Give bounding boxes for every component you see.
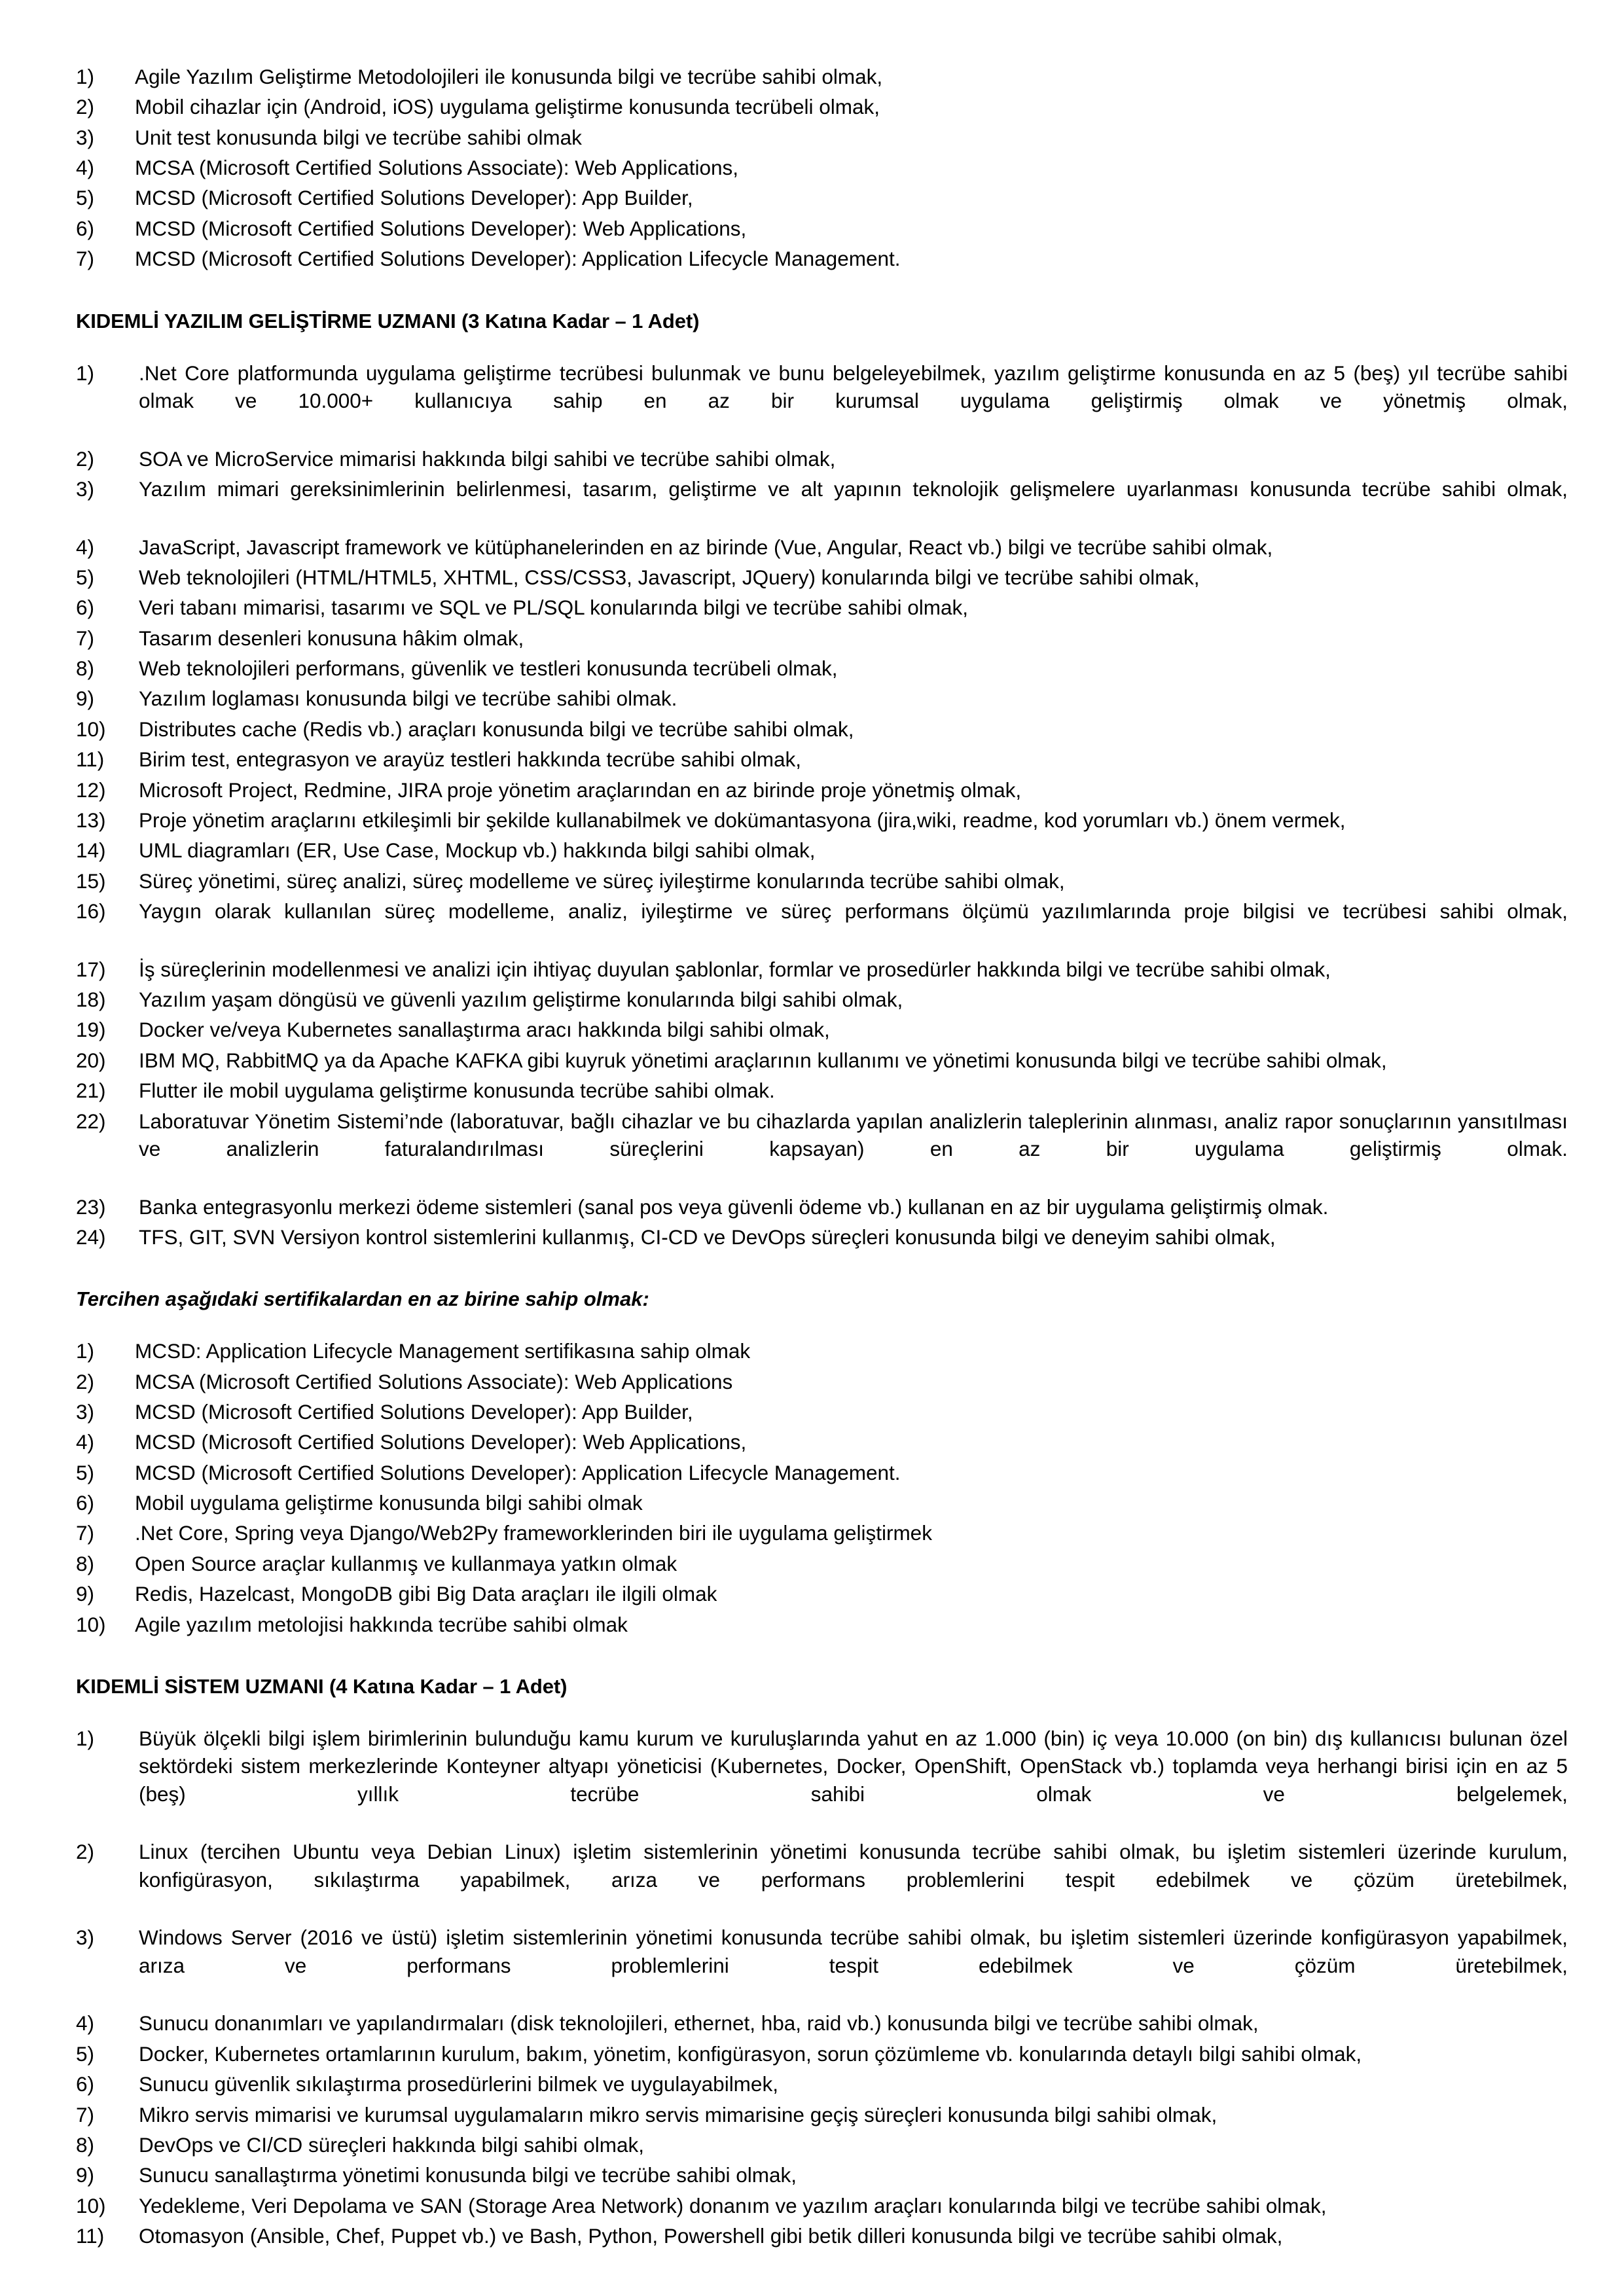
list-marker: 15): [76, 869, 106, 893]
list-item: [76, 1550, 1568, 1577]
list-marker: 7): [76, 2102, 95, 2126]
list-item-text: MCSD (Microsoft Certified Solutions Developer): App Builder,: [135, 1400, 693, 1424]
list-item: [76, 745, 1568, 773]
list-item-text: MCSD (Microsoft Certified Solutions Developer): Web Applications,: [135, 216, 747, 240]
list-marker: 4): [76, 1430, 95, 1454]
list-marker: 5): [76, 186, 95, 210]
list-item: [76, 1016, 1568, 1043]
list-item: [76, 1519, 1568, 1547]
list-item: [76, 2070, 1568, 2098]
list-item-text: Linux (tercihen Ubuntu veya Debian Linux) işletim sistemlerinin yönetimi konusunda tecrübe sahibi olmak, bu işletim sistemleri üzerinde kurulum, konfigürasyon, sıkılaştırma yapabilmek, arıza ve performans problemlerini tespit edebilmek ve çözüm üretebilmek,: [139, 1840, 1568, 1892]
list-marker: 9): [76, 687, 95, 711]
list-marker: 1): [76, 65, 95, 88]
list-item: [76, 184, 1568, 211]
list-item: [76, 154, 1568, 181]
list-item-text: Süreç yönetimi, süreç analizi, süreç modelleme ve süreç iyileştirme konularında tecrübe sahibi olmak,: [139, 869, 1065, 893]
list-marker: 19): [76, 1018, 106, 1042]
subheading-preferred-certificates: Tercihen aşağıdaki sertifikalardan en az birine sahip olmak:: [76, 1287, 649, 1311]
list-marker: 24): [76, 1225, 106, 1249]
list-marker: 6): [76, 596, 95, 620]
list-item: [76, 1725, 1568, 1835]
list-marker: 7): [76, 247, 95, 271]
list-item: [76, 1107, 1568, 1191]
list-item: [76, 93, 1568, 120]
list-item: [76, 533, 1568, 561]
list-item-text: DevOps ve CI/CD süreçleri hakkında bilgi sahibi olmak,: [139, 2132, 645, 2157]
list-marker: 3): [76, 125, 95, 149]
list-item: [76, 685, 1568, 712]
list-marker: 2): [76, 1369, 95, 1393]
list-item: [76, 1459, 1568, 1486]
list-item-text: Sunucu güvenlik sıkılaştırma prosedürlerini bilmek ve uygulayabilmek,: [139, 2072, 778, 2096]
list-item-text: JavaScript, Javascript framework ve kütüphanelerinden en az birinde (Vue, Angular, React vb.) bilgi ve tecrübe sahibi olmak,: [139, 535, 1273, 559]
list-marker: 2): [76, 95, 95, 119]
list-marker: 8): [76, 656, 95, 681]
list-item: [76, 445, 1568, 473]
list-item-text: Yazılım mimari gereksinimlerinin belirlenmesi, tasarım, geliştirme ve alt yapının teknolojik gelişmelere uyarlanması konusunda tecrübe sahibi olmak,: [139, 476, 1568, 501]
list-item-text: Agile Yazılım Geliştirme Metodolojileri ile konusunda bilgi ve tecrübe sahibi olmak,: [135, 65, 883, 88]
list-item: [76, 475, 1568, 531]
list-item: [76, 2131, 1568, 2159]
list-marker: 4): [76, 156, 95, 180]
list-item-text: Unit test konusunda bilgi ve tecrübe sahibi olmak: [135, 125, 582, 149]
list-marker: 10): [76, 717, 106, 741]
section-heading-senior-developer: KIDEMLİ YAZILIM GELİŞTİRME UZMANI (3 Katına Kadar – 1 Adet): [76, 309, 700, 332]
list-item: [76, 1924, 1568, 2007]
list-item: [76, 1398, 1568, 1426]
list-marker: 5): [76, 565, 95, 590]
list-marker: 2): [76, 446, 95, 471]
list-marker: 10): [76, 2193, 106, 2217]
list-item: [76, 1580, 1568, 1607]
list-item: [76, 986, 1568, 1013]
list-marker: 21): [76, 1079, 106, 1103]
list-item-text: Redis, Hazelcast, MongoDB gibi Big Data araçları ile ilgili olmak: [135, 1582, 717, 1606]
list-marker: 7): [76, 1521, 95, 1545]
list-item-text: MCSA (Microsoft Certified Solutions Associate): Web Applications: [135, 1369, 733, 1393]
list-item: [76, 956, 1568, 983]
list-item-text: Banka entegrasyonlu merkezi ödeme sistemleri (sanal pos veya güvenli ödeme vb.) kullanan en az bir uygulama geliştirmiş olmak.: [139, 1194, 1329, 1219]
list-item-text: MCSD (Microsoft Certified Solutions Developer): Application Lifecycle Management.: [135, 247, 901, 271]
list-item: [76, 715, 1568, 743]
list-item-text: Distributes cache (Redis vb.) araçları konusunda bilgi ve tecrübe sahibi olmak,: [139, 717, 854, 741]
list-item-text: Proje yönetim araçlarını etkileşimli bir şekilde kullanabilmek ve dokümantasyona (jira,wiki, readme, kod yorumları vb.) önem vermek,: [139, 808, 1346, 832]
list-item: [76, 2040, 1568, 2068]
spacer: [76, 276, 1568, 310]
list-item-text: Web teknolojileri performans, güvenlik ve testleri konusunda tecrübeli olmak,: [139, 656, 838, 681]
intro-requirements-list: [76, 63, 1568, 273]
list-item-text: MCSD (Microsoft Certified Solutions Developer): Web Applications,: [135, 1430, 747, 1454]
list-marker: 8): [76, 1551, 95, 1575]
spacer: [76, 1311, 1568, 1337]
senior-developer-requirements-list: [76, 359, 1568, 1251]
list-marker: 12): [76, 778, 106, 802]
list-item-text: Sunucu donanımları ve yapılandırmaları (disk teknolojileri, ethernet, hba, raid vb.) konusunda bilgi ve tecrübe sahibi olmak,: [139, 2011, 1259, 2036]
list-item-text: Büyük ölçekli bilgi işlem birimlerinin bulunduğu kamu kurum ve kuruluşlarında yahut en az 1.000 (bin) iç veya 10.000 (on bin) dış kullanıcısı bulunan özel sektördeki sistem merkezlerinde Konteyner altyapı yöneticisi (Kubernetes, Docker, OpenShift, OpenStack vb.) toplamda veya herhangi birisi için en az 5 (beş) yıllık tecrübe sahibi olmak ve belgelemek,: [139, 1726, 1568, 1806]
list-marker: 9): [76, 2163, 95, 2187]
spacer: [76, 333, 1568, 359]
list-item: [76, 564, 1568, 591]
list-item-text: İş süreçlerinin modellenmesi ve analizi için ihtiyaç duyulan şablonlar, formlar ve prosedürler hakkında bilgi ve tecrübe sahibi olmak,: [139, 957, 1331, 981]
list-item: [76, 2101, 1568, 2128]
list-item-text: Otomasyon (Ansible, Chef, Puppet vb.) ve Bash, Python, Powershell gibi betik dilleri konusunda bilgi ve tecrübe sahibi olmak,: [139, 2224, 1283, 2248]
list-item-text: MCSD: Application Lifecycle Management sertifikasına sahip olmak: [135, 1339, 751, 1363]
list-marker: 20): [76, 1048, 106, 1072]
list-marker: 11): [76, 2224, 105, 2248]
list-marker: 6): [76, 1491, 95, 1515]
list-item-text: .Net Core platformunda uygulama geliştirme tecrübesi bulunmak ve bunu belgeleyebilmek, yazılım geliştirme konusunda en az 5 (beş) yıl tecrübe sahibi olmak ve 10.000+ kullanıcıya sahip en az bir kurumsal uygulama geliştirmiş olmak ve yönetmiş olmak,: [139, 361, 1568, 412]
list-marker: 1): [76, 1726, 95, 1750]
spacer: [76, 1641, 1568, 1675]
list-item-text: UML diagramları (ER, Use Case, Mockup vb.) hakkında bilgi sahibi olmak,: [139, 838, 816, 863]
list-item-text: Agile yazılım metolojisi hakkında tecrübe sahibi olmak: [135, 1612, 628, 1636]
list-item-text: Mobil cihazlar için (Android, iOS) uygulama geliştirme konusunda tecrübeli olmak,: [135, 95, 880, 119]
list-marker: 1): [76, 1339, 95, 1363]
list-item: [76, 1047, 1568, 1074]
list-item: [76, 124, 1568, 151]
senior-system-requirements-list: [76, 1725, 1568, 2250]
list-marker: 6): [76, 216, 95, 240]
list-item: [76, 594, 1568, 621]
list-item: [76, 806, 1568, 834]
list-item-text: .Net Core, Spring veya Django/Web2Py frameworklerinden biri ile uygulama geliştirmek: [135, 1521, 932, 1545]
list-marker: 18): [76, 988, 106, 1012]
list-item-text: Windows Server (2016 ve üstü) işletim sistemlerinin yönetimi konusunda tecrübe sahibi olmak, bu işletim sistemleri üzerinde konfigürasyon yapabilmek, arıza ve performans problemlerini tespit edebilmek ve çözüm üretebilmek,: [139, 1926, 1568, 1977]
list-marker: 1): [76, 361, 95, 385]
list-item-text: Yazılım yaşam döngüsü ve güvenli yazılım geliştirme konularında bilgi sahibi olmak,: [139, 988, 903, 1012]
list-item: [76, 245, 1568, 272]
list-item: [76, 1337, 1568, 1365]
list-item: [76, 1193, 1568, 1221]
list-marker: 14): [76, 838, 106, 863]
list-item: [76, 215, 1568, 242]
list-item-text: MCSA (Microsoft Certified Solutions Associate): Web Applications,: [135, 156, 739, 180]
list-item-text: Birim test, entegrasyon ve arayüz testleri hakkında tecrübe sahibi olmak,: [139, 747, 801, 772]
list-marker: 3): [76, 476, 95, 501]
list-marker: 10): [76, 1612, 106, 1636]
list-marker: 9): [76, 1582, 95, 1606]
list-marker: 5): [76, 1460, 95, 1484]
list-item-text: Yazılım loglaması konusunda bilgi ve tecrübe sahibi olmak.: [139, 687, 677, 711]
list-item: [76, 1223, 1568, 1251]
list-marker: 13): [76, 808, 106, 832]
list-item: [76, 1838, 1568, 1921]
list-marker: 8): [76, 2132, 95, 2157]
list-item-text: MCSD (Microsoft Certified Solutions Developer): App Builder,: [135, 186, 693, 210]
list-item: [76, 1077, 1568, 1104]
list-item: [76, 1611, 1568, 1638]
list-item: [76, 836, 1568, 864]
list-item: [76, 776, 1568, 804]
certificates-list: [76, 1337, 1568, 1638]
list-item-text: Open Source araçlar kullanmış ve kullanmaya yatkın olmak: [135, 1551, 677, 1575]
list-item-text: Veri tabanı mimarisi, tasarımı ve SQL ve PL/SQL konularında bilgi ve tecrübe sahibi olmak,: [139, 596, 968, 620]
list-item: [76, 2161, 1568, 2189]
list-item: [76, 1489, 1568, 1516]
list-item: [76, 63, 1568, 90]
list-marker: 23): [76, 1194, 106, 1219]
list-item-text: Docker ve/veya Kubernetes sanallaştırma aracı hakkında bilgi sahibi olmak,: [139, 1018, 830, 1042]
list-marker: 17): [76, 957, 106, 981]
list-item: [76, 2222, 1568, 2250]
list-item-text: Yedekleme, Veri Depolama ve SAN (Storage Area Network) donanım ve yazılım araçları konularında bilgi ve tecrübe sahibi olmak,: [139, 2193, 1327, 2217]
list-marker: 4): [76, 535, 95, 559]
list-item-text: Yaygın olarak kullanılan süreç modelleme, analiz, iyileştirme ve süreç performans ölçümü yazılımlarında proje bilgisi ve tecrübesi sahibi olmak,: [139, 899, 1568, 923]
list-item: [76, 1428, 1568, 1456]
list-item-text: MCSD (Microsoft Certified Solutions Developer): Application Lifecycle Management.: [135, 1460, 901, 1484]
list-item: [76, 897, 1568, 953]
list-item-text: Tasarım desenleri konusuna hâkim olmak,: [139, 626, 524, 650]
list-item: [76, 2009, 1568, 2037]
list-item: [76, 359, 1568, 442]
list-marker: 7): [76, 626, 95, 650]
list-item-text: Sunucu sanallaştırma yönetimi konusunda bilgi ve tecrübe sahibi olmak,: [139, 2163, 797, 2187]
list-marker: 11): [76, 747, 105, 772]
list-item-text: TFS, GIT, SVN Versiyon kontrol sistemlerini kullanmış, CI-CD ve DevOps süreçleri konusunda bilgi ve deneyim sahibi olmak,: [139, 1225, 1276, 1249]
list-marker: 6): [76, 2072, 95, 2096]
list-item: [76, 655, 1568, 682]
list-item-text: Microsoft Project, Redmine, JIRA proje yönetim araçlarından en az birinde proje yönetmiş olmak,: [139, 778, 1022, 802]
section-heading-senior-system: KIDEMLİ SİSTEM UZMANI (4 Katına Kadar – 1 Adet): [76, 1674, 568, 1698]
spacer: [76, 1253, 1568, 1287]
list-marker: 16): [76, 899, 106, 923]
list-item-text: Mikro servis mimarisi ve kurumsal uygulamaların mikro servis mimarisine geçiş süreçleri konusunda bilgi sahibi olmak,: [139, 2102, 1218, 2126]
list-marker: 2): [76, 1840, 95, 1864]
list-item-text: Flutter ile mobil uygulama geliştirme konusunda tecrübe sahibi olmak.: [139, 1079, 775, 1103]
list-item: [76, 2192, 1568, 2219]
list-item: [76, 867, 1568, 895]
list-item: [76, 624, 1568, 652]
list-item-text: Mobil uygulama geliştirme konusunda bilgi sahibi olmak: [135, 1491, 643, 1515]
list-marker: 3): [76, 1400, 95, 1424]
list-marker: 4): [76, 2011, 95, 2036]
list-marker: 5): [76, 2041, 95, 2066]
list-item-text: Laboratuvar Yönetim Sistemi’nde (laboratuvar, bağlı cihazlar ve bu cihazlarda yapılan analizlerin taleplerinin alınması, analiz rapor sonuçlarının yansıtılması ve analizlerin faturalandırılması süreçlerini kapsayan) en az bir uygulama geliştirmiş olmak.: [139, 1109, 1568, 1160]
list-marker: 3): [76, 1926, 95, 1950]
list-item: [76, 1368, 1568, 1395]
list-item-text: SOA ve MicroService mimarisi hakkında bilgi sahibi ve tecrübe sahibi olmak,: [139, 446, 836, 471]
list-item-text: IBM MQ, RabbitMQ ya da Apache KAFKA gibi kuyruk yönetimi araçlarının kullanımı ve yönetimi konusunda bilgi ve tecrübe sahibi olmak,: [139, 1048, 1387, 1072]
list-item-text: Docker, Kubernetes ortamlarının kurulum, bakım, yönetim, konfigürasyon, sorun çözümleme vb. konularında detaylı bilgi sahibi olmak,: [139, 2041, 1362, 2066]
list-item-text: Web teknolojileri (HTML/HTML5, XHTML, CSS/CSS3, Javascript, JQuery) konularında bilgi ve tecrübe sahibi olmak,: [139, 565, 1200, 590]
list-marker: 22): [76, 1109, 106, 1133]
spacer: [76, 1698, 1568, 1725]
